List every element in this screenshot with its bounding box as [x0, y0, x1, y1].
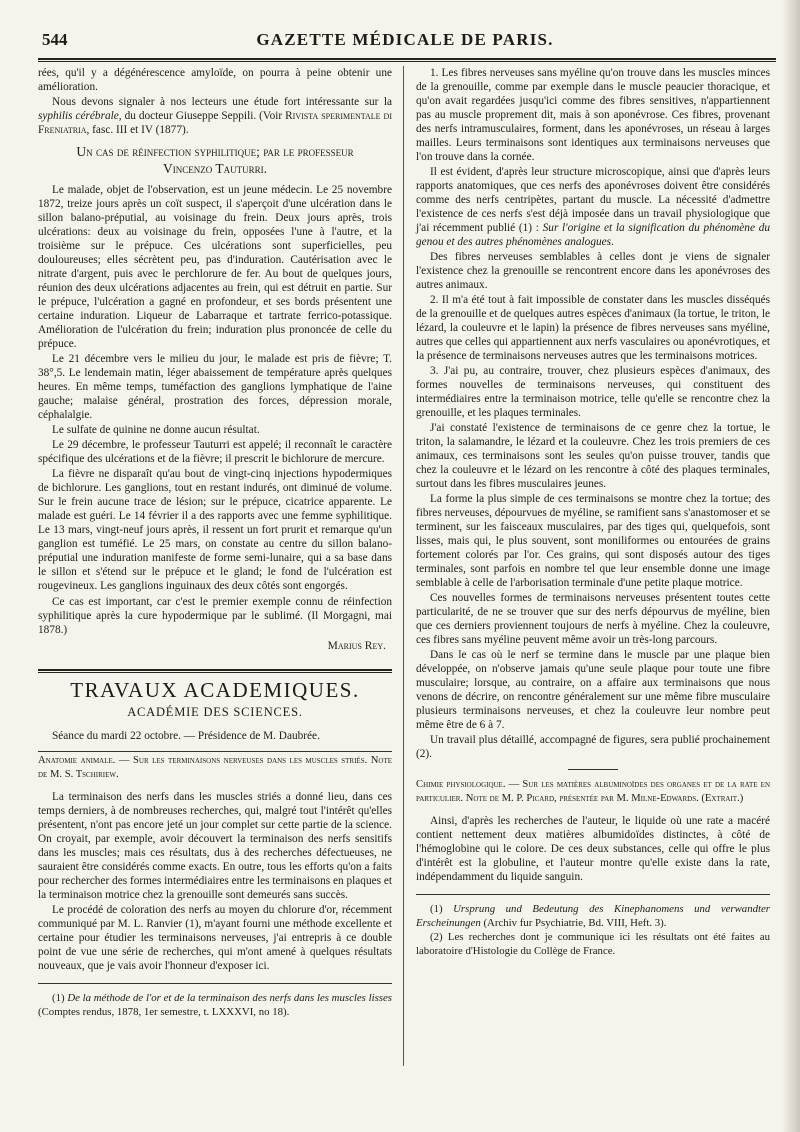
footnote-marker: (1) — [430, 903, 454, 915]
article-divider — [568, 769, 618, 770]
text-run: Il est évident, d'après leur structure microscopique, ainsi que d'après leurs rapports anatomiques, que ces nerfs des aponévroses doivent être considérés comme des nerfs centripètes, partant du muscle. La nécessité d'admettre l'existence de ces nerfs s'est déjà imposée dans un travail physiologique que j'ai récemment publié (1) : — [416, 166, 770, 234]
footnote-title: Ursprung und Bedeutung des Kinephanomens und verwandter Erscheinungen — [416, 903, 770, 929]
italic-title: syphilis cérébrale — [38, 110, 119, 122]
paragraph: Dans le cas où le nerf se termine dans le muscle par une plaque bien développée, on n'observe jamais qu'une seule plaque pour toute une fibre musculaire; lorsque, au contraire, on a affaire aux terminaisons que nous venons de décrire, on rencontre généralement sur une même fibre musculaire plusieurs terminaisons nerveuses, et chez la couleuvre leur nombre peut même être de 6 à 7. — [416, 649, 770, 731]
section-title: TRAVAUX ACADEMIQUES. — [70, 678, 360, 702]
footnote — [416, 903, 770, 930]
signature: Marius Rey. — [327, 640, 386, 652]
footnote — [38, 992, 392, 1019]
scan-edge-shadow — [782, 0, 800, 1132]
column-separator — [403, 66, 404, 1066]
paragraph: Le procédé de coloration des nerfs au moyen du chlorure d'or, récemment communiqué par M. L. Ranvier (1), m'ayant fourni une méthode excellente et certaine pour étudier les terminaisons nerveuses, j'ai entrepris à ce double point de vue une série de recherches, qui m'ont amené à quelques résultats nouveaux, que je vais avoir l'honneur d'exposer ici. — [38, 904, 392, 972]
session-line: Séance du mardi 22 octobre. — Présidence de M. Daubrée. — [52, 730, 320, 742]
footnote-source: (Comptes rendus, 1878, 1er semestre, t. LXXXVI, no 18). — [38, 1005, 290, 1018]
journal-title: GAZETTE MÉDICALE DE PARIS. — [256, 30, 554, 49]
article-rule — [38, 751, 392, 752]
paragraph: 3. J'ai pu, au contraire, trouver, chez plusieurs espèces d'animaux, des formes nouvelles de terminaisons nerveuses, qui constituent des intermédiaires entre la terminaison motrice, telle qu'elle se rencontre chez la grenouille, et les plaques terminales. — [416, 365, 770, 419]
text-run: . — [611, 236, 614, 248]
paragraph: La terminaison des nerfs dans les muscles striés a donné lieu, dans ces temps derniers, à de nombreuses recherches, qui, malgré tout l'intérêt qu'elles présentent, n'ont pas encore jeté un jour complet sur cette partie de la science. On croyait, par exemple, avoir découvert la terminaison des nerfs sensitifs dans les muscles; mais ces résultats, dus à des recherches défectueuses, ne sauraient être considérés comme exacts. En outre, tous les efforts qu'on a faits pour rechercher des formes intermédiaires entre les terminaisons en plaques et la terminaison motrice chez la grenouille sont demeurés sans succès. — [38, 791, 392, 901]
right-column — [416, 66, 770, 959]
journal-citation: Rivista sperimentale di Freniatria — [38, 110, 392, 136]
page-header — [38, 28, 772, 54]
article-title-text: Un cas de réinfection syphilitique; par le professeur — [76, 144, 354, 159]
article-author: Vincenzo Tauturri. — [163, 161, 267, 176]
article-heading: Chimie physiologique. — Sur les matières albuminoïdes des organes et de la rate en particulier. Note de M. P. Picard, présentée par M. Milne-Edwards. (Extrait.) — [416, 779, 770, 804]
text-run: Ce cas est important, car c'est le premier exemple connu de réinfection syphilitique après la cure hypodermique par le sublimé. — [38, 596, 392, 622]
section-rule — [38, 669, 392, 673]
paragraph: rées, qu'il y a dégénérescence amyloïde, on pourra à peine obtenir une amélioration. — [38, 67, 392, 93]
paragraph: Un travail plus détaillé, accompagné de figures, sera publié prochainement (2). — [416, 734, 770, 760]
footnote-rule — [416, 894, 770, 895]
footnote-marker: (1) — [52, 992, 68, 1004]
section-subtitle: ACADÉMIE DES SCIENCES. — [127, 705, 303, 719]
header-rule — [38, 58, 776, 62]
text-run: , du docteur Giuseppe Seppili. (Voir — [118, 110, 286, 122]
page-number: 544 — [42, 30, 68, 49]
paragraph: La forme la plus simple de ces terminaisons se montre chez la tortue; des fibres nerveuses, dépourvues de myéline, se ramifient sans s'anastomoser et se terminent, sur les faisceaux musculaires, par des tiges qui, quelquefois, sont lisses, mais qui, le plus souvent, sont moniliformes ou entourées de grains fortement colorés par l'or. Ces grains, qui sont disposés autour des tiges terminales, sont parfois en nombre tel que leur ensemble donne une image semblable à celle de l'arborisation terminale d'une petite plaque motrice. — [416, 493, 771, 589]
left-column — [38, 66, 392, 1020]
article-title — [38, 143, 392, 177]
footnote-title: De la méthode de l'or et de la terminaison des nerfs dans les muscles lisses — [67, 992, 392, 1004]
paragraph: Des fibres nerveuses semblables à celles dont je viens de signaler l'existence chez la grenouille se rencontrent encore dans les aponévroses des autres animaux. — [416, 251, 770, 291]
paragraph: Le 21 décembre vers le milieu du jour, le malade est pris de fièvre; T. 38°,5. Le lendemain matin, léger abaissement de température après quelques heures. En même temps, tuméfaction des ganglions lymphatique de l'aine gauche; malaise général, prostration des forces, dépression morale, céphalalgie. — [38, 353, 392, 421]
paragraph — [38, 95, 392, 137]
article-heading: Anatomie animale. — Sur les terminaisons nerveuses dans les muscles striés. Note de M. S. Tschiriew. — [38, 755, 392, 780]
paragraph — [38, 595, 392, 637]
paragraph: Le 29 décembre, le professeur Tauturri est appelé; il reconnaît le caractère spécifique des ulcérations et de la fièvre; il prescrit le bichlorure de mercure. — [38, 439, 392, 465]
footnote-rule — [38, 983, 392, 984]
paragraph: 2. Il m'a été tout à fait impossible de constater dans les muscles disséqués de la grenouille et de quelques autres espèces d'animaux (la tortue, le triton, le lézard, la couleuvre et le lapin) la présence de fibres nerveuses sans myéline, autres que celles qui appartiennent aux nerfs vasculaires ou aponévrotiques, et la présence de terminaisons nerveuses autres que les terminaisons motrices. — [416, 294, 770, 362]
paragraph: Ces nouvelles formes de terminaisons nerveuses présentent toutes cette particularité, de ne se trouver que sur des nerfs dépourvus de myéline, bien que ces derniers proviennent toujours de nerfs à myéline. Chez la couleuvre, ces fibres sans myéline peuvent même avoir un très-long parcours. — [416, 592, 770, 646]
footnote-source: (Archiv fur Psychiatrie, Bd. VIII, Heft. 3). — [480, 916, 667, 929]
paragraph — [416, 165, 770, 249]
paragraph: J'ai constaté l'existence de terminaisons de ce genre chez la tortue, le triton, la salamandre, le lézard et la couleuvre. Chez les trois premiers de ces animaux, ces terminaisons sont les seules qu'on puisse trouver, tandis que chez la couleuvre et le lézard on les rencontre à côté des plaques terminales, surtout dans les fibres musculaires jeunes. — [416, 422, 770, 490]
text-run: Nous devons signaler à nos lecteurs une étude fort intéressante sur la — [52, 96, 392, 108]
paragraph: Ainsi, d'après les recherches de l'auteur, le liquide où une rate a macéré contient nettement deux matières albumidoïdes distinctes, à côté de l'hémoglobine qui le colore. De ces deux substances, celle qui offre le plus d'intérêt est la globuline, et l'auteur montre qu'elle existe dans la rate, indépendamment du liquide sanguin. — [416, 815, 770, 883]
paragraph: 1. Les fibres nerveuses sans myéline qu'on trouve dans les muscles minces de la grenouille, comme par exemple dans le muscle peaucier thoracique, et qu'on avait regardées jusqu'ici comme des fibres sensitives, n'appartiennent pas au muscle proprement dit, mais à son aponévrose. Ces fibres, provenant des nerfs intramusculaires, forment, dans les aponévroses, un réseau à larges mailles. Leurs terminaisons sont identiques aux terminaisons nerveuses que l'on trouve dans la cornée. — [416, 67, 770, 163]
footnote: (2) Les recherches dont je communique ici les résultats ont été faites au laboratoire d'Histologie du Collège de France. — [416, 931, 770, 957]
paragraph: Le sulfate de quinine ne donne aucun résultat. — [52, 424, 260, 436]
italic-title: Sur l'origine et la signification du phénomène du genou et des autres phénomènes analogues — [416, 222, 770, 248]
paragraph: Le malade, objet de l'observation, est un jeune médecin. Le 25 novembre 1872, treize jours après un coït suspect, il s'aperçoit d'une ulcération dans le sillon balano-préputial, au voisinage du frein. Deux jours après, trois ulcérations: deux au voisinage du frein, opposées l'une à l'autre, et la troisième sur le prépuce. Ces ulcérations sont superficielles, peu douloureuses; elles sécrètent peu, pas d'induration. Cautérisation avec le nitrate d'argent, puis avec le perchlorure de fer. Au bout de quelques jours, réunion des deux ulcérations adjacentes au frein, qui est détruit en partie. Sur le prépuce, l'ulcération a gagné en profondeur, et ses bords présentent une certaine induration. Liqueur de Labarraque et tartrate ferrico-potassique. Amélioration de l'ulcération du frein; induration plus prononcée de celle du prépuce. — [38, 184, 392, 350]
source-citation: (Il Morgagni, mai 1878.) — [38, 610, 392, 636]
text-run: , fasc. III et IV (1877). — [86, 124, 189, 136]
paragraph: La fièvre ne disparaît qu'au bout de vingt-cinq injections hypodermiques de bichlorure. Les ganglions, tout en restant indurés, ont diminué de volume. Sur le frein aucune trace de lésion; sur le prépuce, cicatrice apparente. Le malade est guéri. Le 14 février il a des rapports avec une femme syphilitique. Le 13 mars, vingt-neuf jours après, il ressent un fort prurit et remarque qu'un ganglion est tuméfié. Le 25 mars, on constate au centre du sillon balano-préputial une induration manifeste de forme semi-lunaire, qui a sa base dans le sillon et s'étend sur le prépuce et le gland; le fond de l'ulcération est rougevineux. Les ganglions inguinaux des deux côtés sont engorgés. — [38, 468, 392, 592]
